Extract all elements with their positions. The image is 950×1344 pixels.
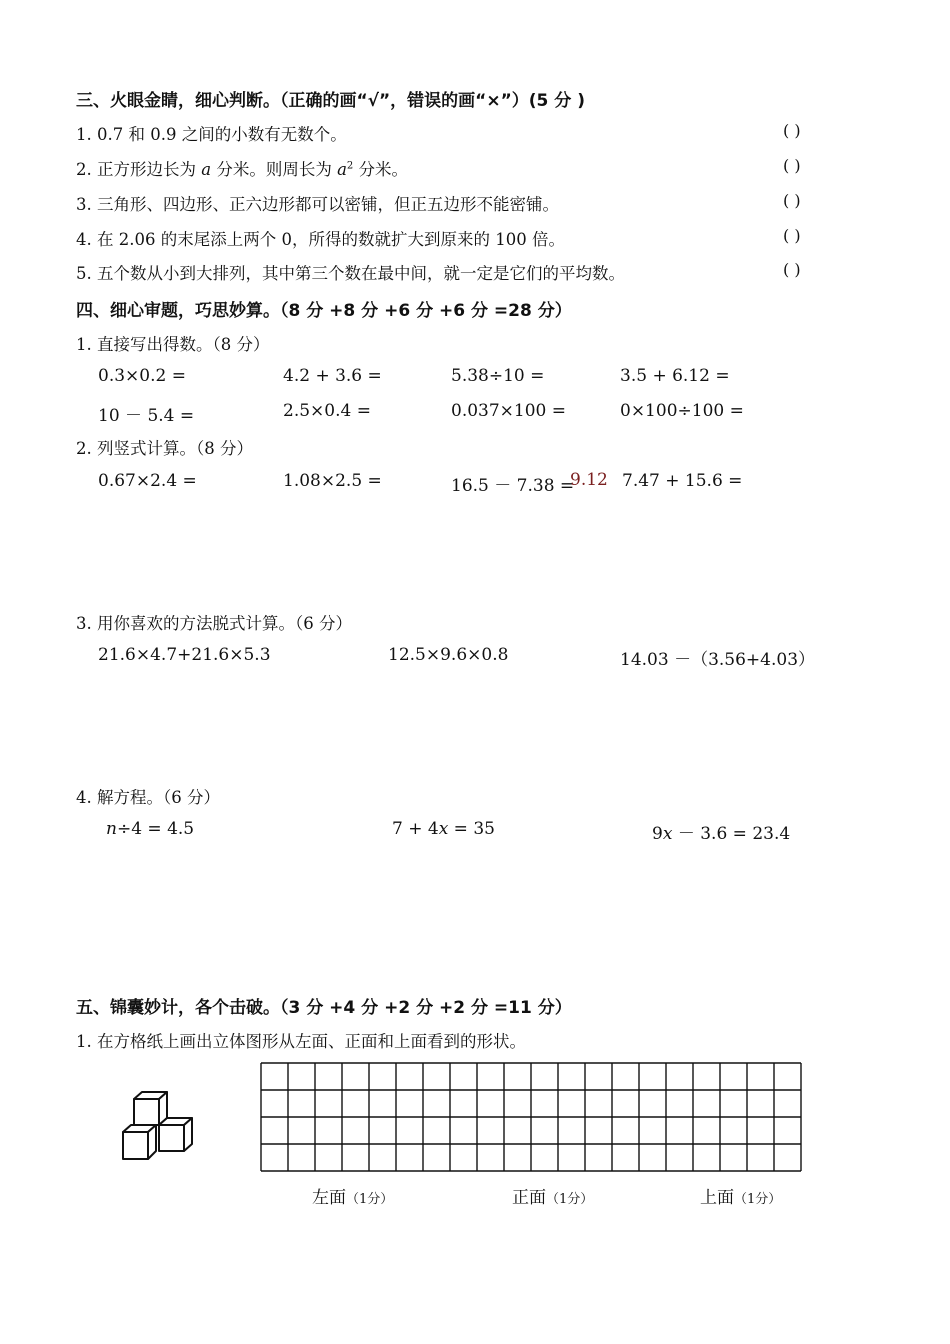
section5-heading: 五、锦囊妙计，各个击破。（3 分 +4 分 +2 分 +2 分 =11 分） — [76, 998, 572, 1018]
equation-1-rest: ÷4 = 4.5 — [116, 819, 195, 839]
equation-3-pre: 9 — [652, 824, 663, 844]
cube-right-front — [159, 1125, 184, 1151]
view-left — [312, 1183, 393, 1208]
oral-calc-8: 0×100÷100 = — [620, 401, 744, 421]
cube-bottom-side — [148, 1125, 156, 1159]
oral-calc-4: 3.5 + 6.12 = — [620, 366, 730, 386]
step-calc-2: 12.5×9.6×0.8 — [388, 645, 509, 665]
oral-calc-3: 5.38÷10 = — [451, 366, 545, 386]
cube-bottom-front — [123, 1132, 148, 1159]
judge-item-2-post: 分米。 — [353, 160, 409, 179]
q3-title: 3. 用你喜欢的方法脱式计算。（6 分） — [76, 614, 352, 633]
oral-calc-2: 4.2 + 3.6 = — [283, 366, 382, 386]
view-front-label: 正面 — [512, 1188, 546, 1208]
variable-n: n — [106, 819, 117, 839]
vertical-calc-1: 0.67×2.4 = — [98, 471, 197, 491]
q4-title: 4. 解方程。（6 分） — [76, 788, 220, 807]
oral-calc-1: 0.3×0.2 = — [98, 366, 186, 386]
equation-3-rest: － 3.6 = 23.4 — [672, 824, 791, 844]
view-left-points: （1分） — [346, 1192, 394, 1207]
q2-title: 2. 列竖式计算。（8 分） — [76, 439, 253, 458]
section4-heading: 四、细心审题，巧思妙算。（8 分 +8 分 +6 分 +6 分 =28 分） — [76, 301, 572, 321]
written-answer: 9.12 — [570, 470, 608, 490]
exponent: 2 — [346, 160, 354, 172]
judge-item-5: 5. 五个数从小到大排列，其中第三个数在最中间，就一定是它们的平均数。 — [76, 264, 625, 283]
oral-calc-5: 10 － 5.4 = — [98, 406, 195, 426]
oral-calc-7: 0.037×100 = — [451, 401, 567, 421]
judge-item-2 — [76, 156, 408, 180]
variable-a: a — [201, 160, 212, 179]
equation-2-rest: = 35 — [448, 819, 495, 839]
q1-title: 1. 直接写出得数。（8 分） — [76, 335, 270, 354]
grid-paper[interactable] — [260, 1062, 802, 1172]
vertical-calc-2: 1.08×2.5 = — [283, 471, 382, 491]
judge-item-4: 4. 在 2.06 的末尾添上两个 0，所得的数就扩大到原来的 100 倍。 — [76, 230, 565, 249]
variable-x: x — [438, 819, 449, 839]
answer-blank-2[interactable]: ( ) — [783, 156, 801, 175]
answer-blank-4[interactable]: ( ) — [783, 226, 801, 245]
equation-1 — [106, 819, 194, 839]
section3-heading: 三、火眼金睛，细心判断。（正确的画“√”，错误的画“×”）(5 分 ) — [76, 91, 585, 111]
view-left-label: 左面 — [312, 1188, 346, 1208]
variable-x: x — [662, 824, 673, 844]
view-top — [700, 1183, 781, 1208]
vertical-calc-4: 7.47 + 15.6 = — [622, 471, 743, 491]
view-front-points: （1分） — [546, 1192, 594, 1207]
answer-blank-5[interactable]: ( ) — [783, 260, 801, 279]
equation-2-pre: 7 + 4 — [392, 819, 439, 839]
variable-a-squared: a — [337, 160, 347, 179]
judge-item-2-mid: 分米。则周长为 — [211, 160, 338, 179]
answer-blank-1[interactable]: ( ) — [783, 121, 801, 140]
judge-item-2-pre: 2. 正方形边长为 — [76, 160, 202, 179]
answer-blank-3[interactable]: ( ) — [783, 191, 801, 210]
cube-stack-figure — [118, 1088, 200, 1164]
cube-right-side — [184, 1118, 192, 1151]
step-calc-1: 21.6×4.7+21.6×5.3 — [98, 645, 271, 665]
equation-2 — [392, 819, 495, 839]
judge-item-3: 3. 三角形、四边形、正六边形都可以密铺，但正五边形不能密铺。 — [76, 195, 559, 214]
judge-item-1: 1. 0.7 和 0.9 之间的小数有无数个。 — [76, 125, 347, 144]
view-top-label: 上面 — [700, 1188, 734, 1208]
view-front — [512, 1183, 593, 1208]
s5-q1-title: 1. 在方格纸上画出立体图形从左面、正面和上面看到的形状。 — [76, 1032, 526, 1051]
cube-top-front — [134, 1099, 159, 1125]
step-calc-3: 14.03 －（3.56+4.03） — [620, 650, 816, 670]
vertical-calc-3: 16.5 － 7.38 = — [451, 476, 575, 496]
view-top-points: （1分） — [734, 1192, 782, 1207]
oral-calc-6: 2.5×0.4 = — [283, 401, 371, 421]
equation-3 — [652, 819, 790, 844]
